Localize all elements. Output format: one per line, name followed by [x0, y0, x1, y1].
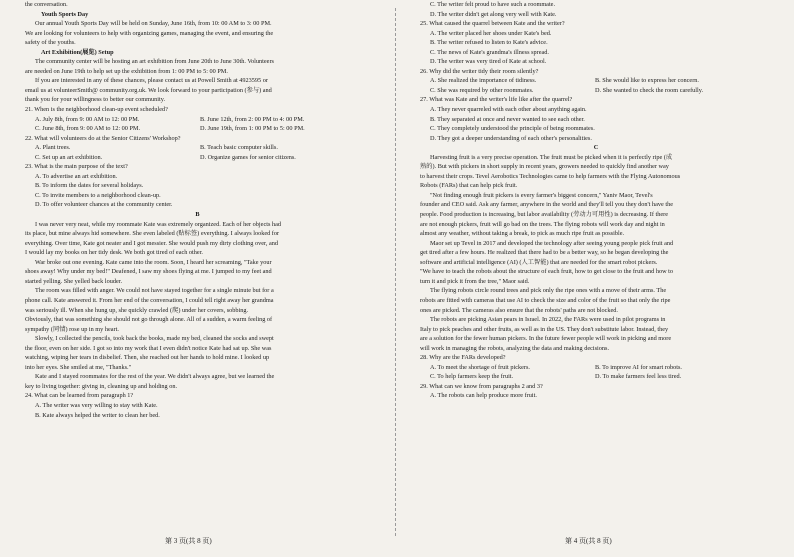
- option-right: B. To improve AI for smart robots.: [595, 363, 682, 371]
- text-line: C. They completely understood the principle of being roommates.: [430, 125, 595, 133]
- text-line: C. The news of Kate's grandma's illness spread.: [430, 48, 549, 56]
- option-right: D. To make farmers feel less tired.: [595, 373, 682, 381]
- text-line: sympathy (同情) rose up in my heart.: [25, 325, 119, 333]
- text-line: C. To invite members to a neighborhood clean-up.: [35, 191, 161, 199]
- text-line: founder and CEO said. Ask any farmer, anywhere in the world and they'll tell you they don't have the: [420, 201, 673, 209]
- text-line: "We have to teach the robots about the structure of each fruit, how to get close to the fruit and how to: [420, 268, 674, 276]
- text-line: Our annual Youth Sports Day will be held on Sunday, June 16th, from 10: 00 AM to 3: 00 PM.: [35, 20, 272, 28]
- text-line: Maor set up Tevel in 2017 and developed the technology after seeing young people pick fruit and: [430, 239, 674, 247]
- text-line: was seriously ill. When she hung up, she quickly crawled (爬) under her covers, sobbing.: [25, 306, 249, 314]
- text-line: Robots (FARs) that can help pick fruit.: [420, 182, 518, 190]
- text-line: safety of the youths.: [25, 39, 76, 47]
- text-line: everything. Over time, Kate got neater and I got messier. She would push my dirty clothing over, and: [25, 239, 278, 247]
- text-line: Italy to pick peaches and other fruits, as well as in the US. They don't substitute labor. Instead, they: [420, 325, 669, 333]
- text-line: We are looking for volunteers to help with organizing games, managing the event, and ensuring the: [25, 29, 274, 37]
- text-line: The community center will be hosting an art exhibition from June 20th to June 30th. Volunteers: [35, 58, 274, 66]
- text-line: A. They never quarreled with each other about anything again.: [430, 106, 587, 114]
- text-line: A. The writer was very willing to stay with Kate.: [35, 401, 158, 409]
- text-line: D. To offer volunteer chances at the community center.: [35, 201, 173, 209]
- text-line: 21. When is the neighborhood clean-up event scheduled?: [25, 106, 168, 114]
- text-line: ones are picked. The cameras also ensure that the robots' paths are not blocked.: [420, 306, 618, 314]
- option-right: B. She would like to express her concern.: [595, 77, 699, 85]
- text-line: If you are interested in any of these chances, please contact us at Powell Smith at 4923595 or: [35, 77, 268, 85]
- option-right: B. June 12th, from 2: 00 PM to 4: 00 PM.: [200, 115, 305, 123]
- text-line: Slowly, I collected the pencils, took back the books, made my bed, cleaned the socks and swept: [35, 335, 274, 343]
- text-line: 24. What can be learned from paragraph 1?: [25, 392, 134, 400]
- text-line: [420, 363, 772, 373]
- text-line: robots are fitted with cameras that use AI to check the size and color of the fruit so that only the ripe: [420, 296, 671, 304]
- text-line: C. The writer felt proud to have such a roommate.: [430, 1, 556, 8]
- text-line: get tired after a few hours. He realized that there had to be a better way, so he began developing the: [420, 249, 669, 257]
- text-line: 28. Why are the FARs developed?: [420, 354, 506, 362]
- text-line: The flying robots circle round trees and pick only the ripe ones with a move of their arms. The: [430, 287, 667, 295]
- text-line: Harvesting fruit is a very precise operation. The fruit must be picked when it is perfectly ripe (成: [430, 153, 673, 161]
- option-right: D. June 19th, from 1: 00 PM to 5: 00 PM.: [200, 125, 305, 133]
- text-line: 22. What will volunteers do at the Senior Citizens' Workshop?: [25, 134, 181, 142]
- text-line: people. Food production is increasing, but labor availability (劳动力可用性) is decreasing. If there: [420, 211, 669, 219]
- text-line: [25, 124, 370, 134]
- option-left: C. To help farmers keep the fruit.: [430, 373, 514, 381]
- option-left: A. July 8th, from 9: 00 AM to 12: 00 PM.: [35, 115, 140, 123]
- page-number-left: 第 3 页(共 8 页): [165, 537, 212, 545]
- text-line: I was never very neat, while my roommate Kate was extremely organized. Each of her objects had: [35, 220, 281, 228]
- text-line: key to living together: giving in, cleaning up and holding on.: [25, 382, 178, 390]
- text-line: almost any weather, without taking a break, to pick as much ripe fruit as possible.: [420, 230, 625, 238]
- option-right: D. She wanted to check the room carefully.: [595, 86, 704, 94]
- text-line: B. They separated at once and never wanted to see each other.: [430, 115, 585, 123]
- text-line: B. To inform the dates for several holidays.: [35, 182, 144, 190]
- text-line: D. The writer didn't get along very well with Kate.: [430, 10, 557, 18]
- text-line: B. The writer refused to listen to Kate's advice.: [430, 39, 548, 47]
- option-left: A. She realized the importance of tidiness.: [430, 77, 537, 85]
- left-page-column: [25, 0, 370, 557]
- text-line: [420, 76, 772, 86]
- text-line: email us at volunteerSmith@ community.org.uk. We look forward to your participation (参与) and: [25, 86, 272, 94]
- text-line: B: [195, 211, 200, 219]
- page-number-right: 第 4 页(共 8 页): [565, 537, 612, 545]
- text-line: 26. Why did the writer tidy their room silently?: [420, 67, 539, 75]
- text-line: Youth Sports Day: [41, 10, 89, 18]
- text-line: The robots are picking Asian pears in Israel. In 2022, the FARs were used in pilot programs in: [430, 316, 666, 324]
- text-line: will work in managing the robots, analyzing the data and making decisions.: [420, 344, 610, 352]
- text-line: The room was filled with anger. We could not have stayed together for a single minute but for a: [35, 287, 274, 295]
- text-line: the floor, even on her side. I got so into my work that I even didn't notice Kate had sat up. She was: [25, 344, 272, 352]
- text-line: software and artificial intelligence (AI) (人工智能) that are needed for the smart robot pickers.: [420, 258, 658, 266]
- text-line: C: [593, 144, 599, 152]
- text-line: War broke out one evening. Kate came into the room. Soon, I heard her screaming, "Take your: [35, 258, 272, 266]
- option-left: A. To meet the shortage of fruit pickers.: [430, 363, 530, 371]
- text-line: turn it and pick it from the tree," Maor said.: [420, 277, 530, 285]
- text-line: A. To advertise an art exhibition.: [35, 172, 118, 180]
- text-line: watching, wiping her tears in disbelief. Then, she reached out her hands to hold mine. I looked up: [25, 354, 270, 362]
- text-line: A. The robots can help produce more fruit.: [430, 392, 537, 400]
- text-line: the conversation.: [25, 1, 68, 8]
- text-line: into her eyes. She smiled at me, "Thanks.": [25, 363, 132, 371]
- text-line: 25. What caused the quarrel between Kate and the writer?: [420, 20, 565, 28]
- text-line: [25, 143, 370, 153]
- option-right: B. Teach basic computer skills.: [200, 144, 278, 152]
- option-left: C. June 8th, from 9: 00 AM to 12: 00 PM.: [35, 125, 141, 133]
- text-line: shoes away! Why under my bed!" Deafened, I saw my shoes flying at me. I jumped to my feet and: [25, 268, 272, 276]
- text-line: phone call. Kate answered it. From her end of the conversation, I could tell right away her grandma: [25, 296, 274, 304]
- text-line: [420, 372, 772, 382]
- text-line: [420, 86, 772, 96]
- text-line: I would lay my books on her tidy desk. We both got tired of each other.: [25, 249, 203, 257]
- text-line: thank you for your willingness to better our community.: [25, 96, 166, 104]
- text-line: Art Exhibition(展览) Setup: [41, 48, 114, 56]
- text-line: are needed on June 19th to help set up the exhibition from 1: 00 PM to 5: 00 PM.: [25, 67, 228, 75]
- text-line: Kate and I stayed roommates for the rest of the year. We didn't always agree, but we learned the: [35, 373, 275, 381]
- option-left: C. She was required by other roommates.: [430, 86, 534, 94]
- text-line: D. They got a deeper understanding of each other's personalities.: [430, 134, 592, 142]
- text-line: B. Kate always helped the writer to clean her bed.: [35, 411, 160, 419]
- text-line: "Not finding enough fruit pickers is every farmer's biggest concern," Yaniv Maor, Tevel's: [430, 191, 653, 199]
- text-line: to harvest their crops. Tevel Aerobotics Technologies came to help farmers with the Flying Autonomous: [420, 172, 681, 180]
- text-line: Obviously, that was something she should not go through alone. All of a sudden, a warm feeling of: [25, 316, 273, 324]
- page-divider: [395, 8, 397, 536]
- text-line: 23. What is the main purpose of the text?: [25, 163, 128, 171]
- option-left: A. Plant trees.: [35, 144, 71, 152]
- text-line: are a solution for the fewer human pickers. In the future fewer people will work in picking and more: [420, 335, 672, 343]
- text-line: [25, 153, 370, 163]
- right-page-column: [420, 0, 772, 557]
- text-line: started yelling. She yelled back louder.: [25, 277, 123, 285]
- text-line: 熟的). But with pickers in short supply in recent years, growers needed to quickly find another way: [420, 163, 669, 171]
- text-line: 29. What can we know from paragraphs 2 and 3?: [420, 382, 543, 390]
- text-line: D. The writer was very tired of Kate at school.: [430, 58, 547, 66]
- option-right: D. Organize games for senior citizens.: [200, 153, 296, 161]
- option-left: C. Set up an art exhibition.: [35, 153, 103, 161]
- text-line: A. The writer placed her shoes under Kate's bed.: [430, 29, 552, 37]
- text-line: 27. What was Kate and the writer's life like after the quarrel?: [420, 96, 573, 104]
- text-line: [25, 115, 370, 125]
- text-line: its place, but mine always hid somewhere. She even labeled (贴标签) everything. I always looked for: [25, 230, 280, 238]
- text-line: are not enough pickers, fruit will go bad on the trees. The flying robots will work day and night in: [420, 220, 665, 228]
